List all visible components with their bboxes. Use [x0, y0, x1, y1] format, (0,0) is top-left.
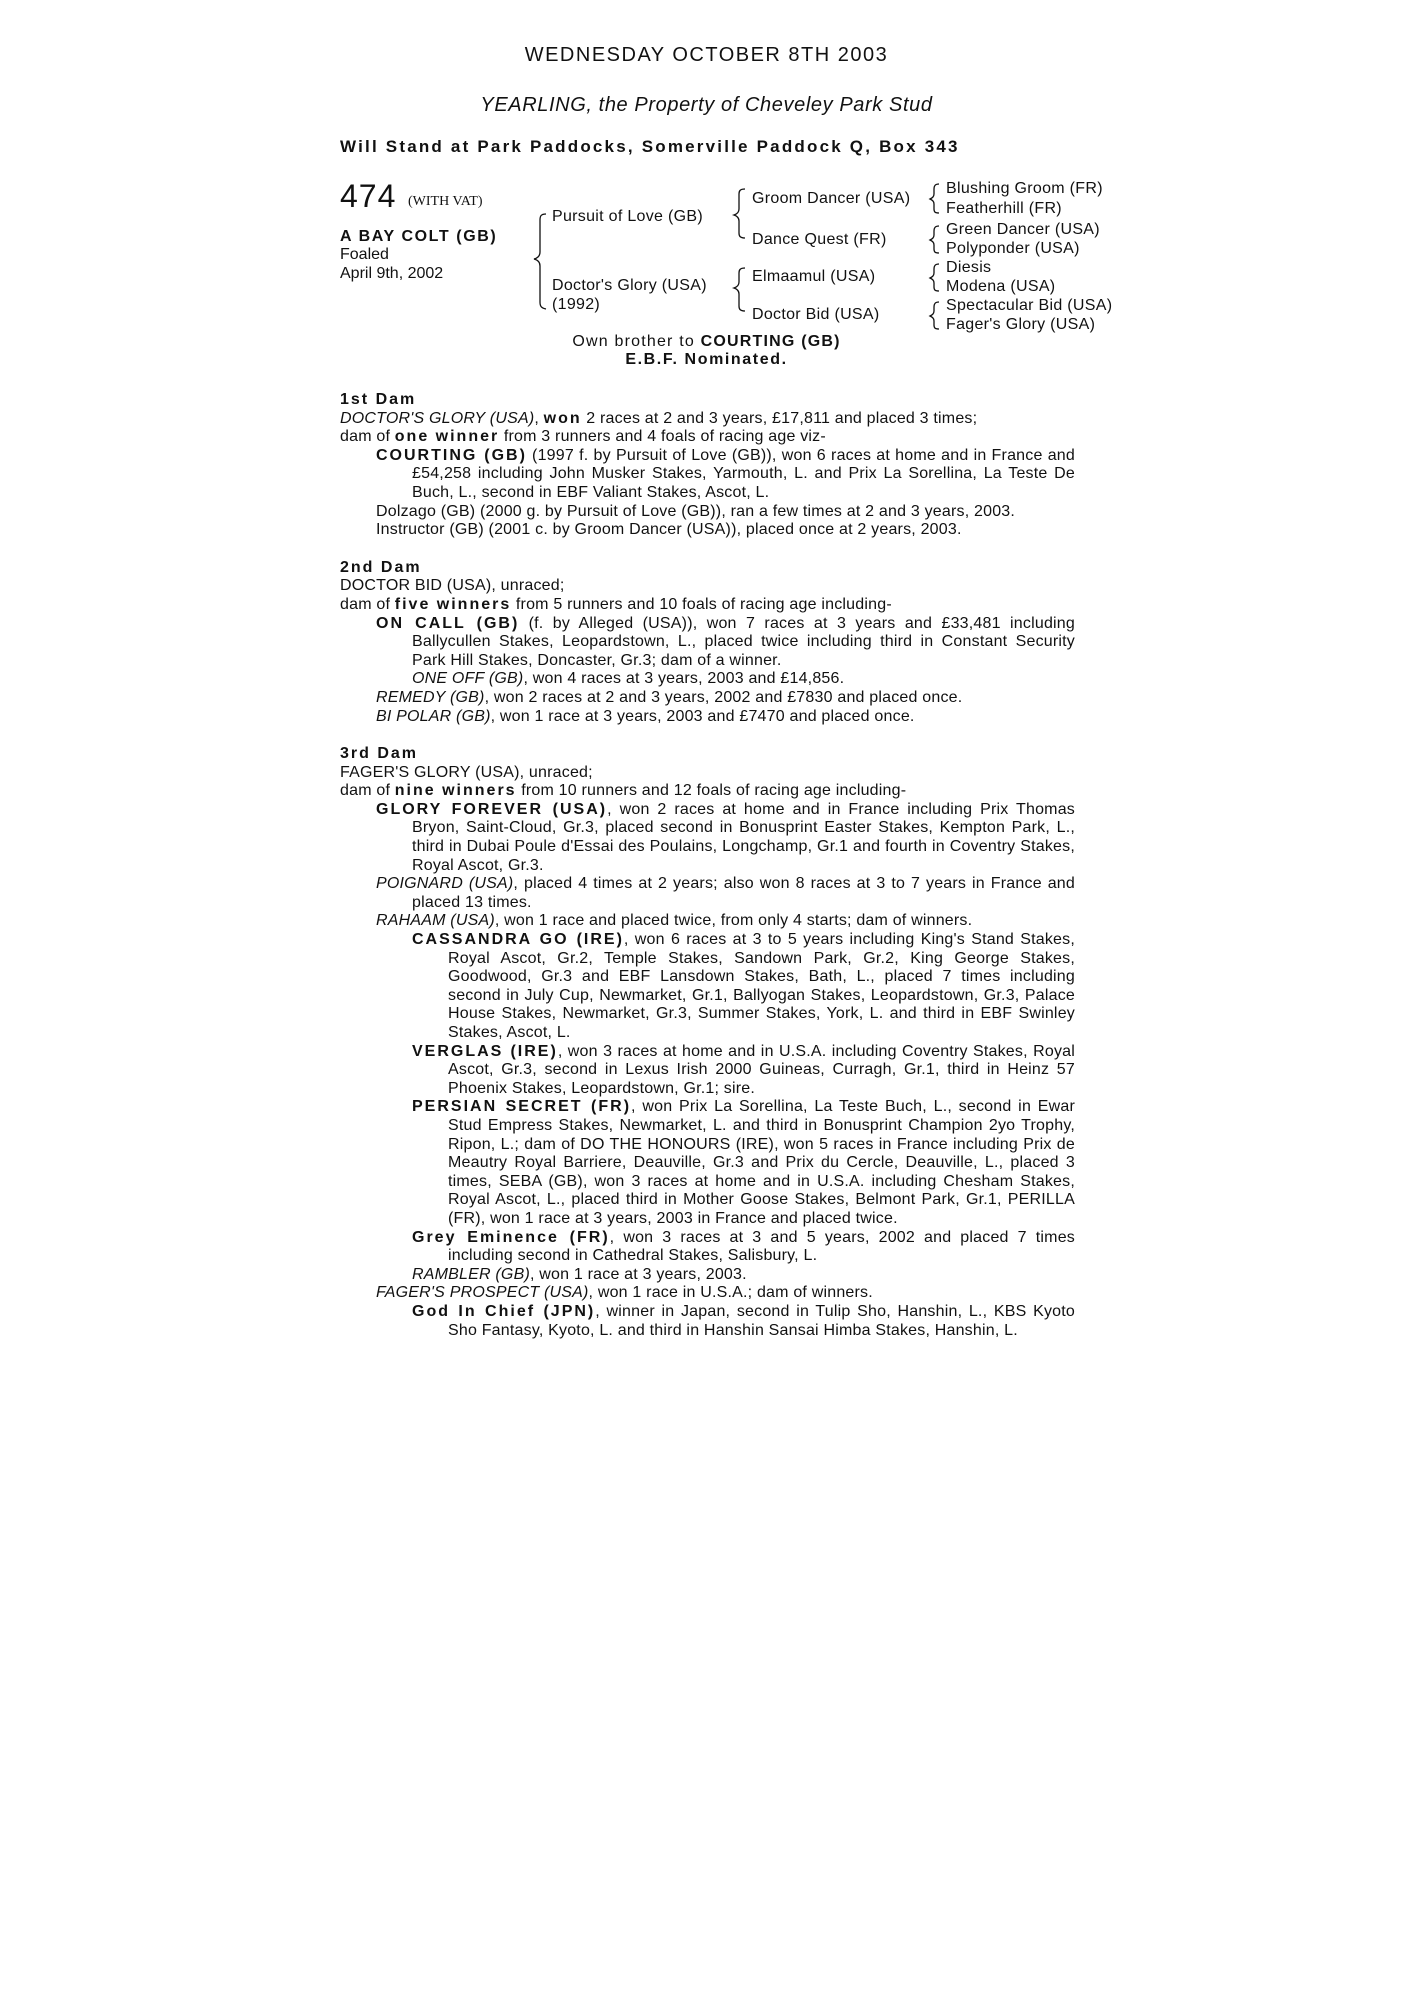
foaled-label: Foaled	[340, 246, 389, 263]
glory-forever-name: GLORY FOREVER (USA)	[376, 800, 608, 818]
cassandra-go-text: , won 6 races at 3 to 5 years including King's Stand Stakes, Royal Ascot, Gr.2, Temple Stakes, Sandown Park, Gr.2, King George Stakes, Goodwood, Gr.3 and EBF Lansdown Stakes, Bath, L., placed 7 times including second in July Cup, Newmarket, Gr.1, Ballyogan Stakes, Leopardstown, Gr.3, Palace House Stakes, Newmarket, Gr.3, Summer Stakes, York, L. and third in EBF Swinley Stakes, Ascot, L.	[448, 931, 1075, 1041]
first-dam-dam-of: dam of	[340, 428, 395, 446]
first-dam-heading: 1st Dam	[340, 391, 417, 408]
produce-rambler	[340, 1266, 1075, 1285]
produce-verglas	[340, 1043, 1075, 1099]
pedigree-sire-dam: Dance Quest (FR)	[752, 231, 887, 248]
produce-cassandra-go	[340, 931, 1075, 1043]
pedigree-dam-sire: Elmaamul (USA)	[752, 268, 876, 285]
second-dam-line-2	[340, 596, 1075, 615]
lot-description: A BAY COLT (GB)	[340, 228, 498, 245]
one-off-text: , won 4 races at 3 years, 2003 and £14,856.	[523, 670, 845, 688]
produce-dolzago: Dolzago (GB) (2000 g. by Pursuit of Love (GB)), ran a few times at 2 and 3 years, 2003.	[376, 502, 1016, 520]
produce-on-call	[340, 615, 1075, 671]
remedy-name: REMEDY (GB)	[376, 688, 485, 706]
rambler-text: , won 1 race at 3 years, 2003.	[529, 1265, 747, 1283]
location-line: Will Stand at Park Paddocks, Somerville Paddock Q, Box 343	[340, 137, 960, 156]
own-brother-note	[0, 333, 1413, 351]
bi-polar-name: BI POLAR (GB)	[376, 707, 491, 725]
pedigree-g2: Featherhill (FR)	[946, 200, 1062, 217]
pedigree-dam: Doctor's Glory (USA)	[552, 277, 707, 294]
second-dam-dam-of: dam of	[340, 595, 395, 613]
own-brother-prefix: Own brother to	[572, 333, 701, 350]
sale-date: WEDNESDAY OCTOBER 8TH 2003	[524, 44, 889, 66]
pedigree-g1: Blushing Groom (FR)	[946, 180, 1103, 197]
courting-name: COURTING (GB)	[376, 446, 527, 464]
pedigree-sire-sire: Groom Dancer (USA)	[752, 190, 911, 207]
ebf-note: E.B.F. Nominated.	[625, 351, 788, 368]
god-in-chief-text: , winner in Japan, second in Tulip Sho, Hanshin, L., KBS Kyoto Sho Fantasy, Kyoto, L. and third in Hanshin Sansai Himba Stakes, Hanshin, L.	[448, 1302, 1076, 1339]
poignard-text: , placed 4 times at 2 years; also won 8 races at 3 to 7 years in France and placed 13 times.	[412, 875, 1076, 911]
third-dam-line-1: FAGER'S GLORY (USA), unraced;	[340, 763, 593, 781]
glory-forever-text: , won 2 races at home and in France including Prix Thomas Bryon, Saint-Cloud, Gr.3, placed second in Bonusprint Easter Stakes, Kempton Park, L., third in Dubai Poule d'Essai des Poulains, Longchamp, Gr.1 and fourth in Coventry Stakes, Royal Ascot, Gr.3.	[412, 800, 1075, 874]
pedigree-sire: Pursuit of Love (GB)	[552, 208, 703, 225]
produce-god-in-chief	[340, 1303, 1075, 1340]
third-dam-dam-of: dam of	[340, 782, 395, 800]
property-line: YEARLING, the Property of Cheveley Park Stud	[480, 94, 933, 116]
own-brother-name: COURTING (GB)	[700, 333, 841, 350]
pedigree-dam-dam: Doctor Bid (USA)	[752, 306, 880, 323]
second-dam-foals: from 5 runners and 10 foals of racing age including-	[511, 595, 892, 613]
fagers-prospect-name: FAGER'S PROSPECT (USA)	[376, 1284, 589, 1302]
verglas-text: , won 3 races at home and in U.S.A. including Coventry Stakes, Royal Ascot, Gr.3, second in Lexus Irish 2000 Guineas, Curragh, Gr.1, third in Heinz 57 Phoenix Stakes, Leopardstown, Gr.1; sire.	[448, 1042, 1075, 1097]
produce-grey-eminence	[340, 1229, 1075, 1266]
pedigree-dam-year: (1992)	[552, 296, 601, 313]
grey-eminence-text: , won 3 races at 3 and 5 years, 2002 and placed 7 times including second in Cathedral Stakes, Salisbury, L.	[448, 1228, 1076, 1265]
produce-instructor: Instructor (GB) (2001 c. by Groom Dancer (USA)), placed once at 2 years, 2003.	[376, 521, 962, 539]
foaled-date: April 9th, 2002	[340, 265, 444, 282]
remedy-text: , won 2 races at 2 and 3 years, 2002 and £7830 and placed once.	[484, 688, 963, 706]
third-dam-winners: nine winners	[394, 782, 517, 800]
pedigree-g6: Modena (USA)	[946, 278, 1056, 295]
god-in-chief-name: God In Chief (JPN)	[412, 1302, 596, 1320]
persian-secret-text: , won Prix La Sorellina, La Teste Buch, L., second in Ewar Stud Empress Stakes, Newmarket, L. and third in Bonusprint Champion 2yo Trophy, Ripon, L.; dam of DO THE HONOURS (IRE), won 5 races in France including Prix de Meautry Royal Barriere, Deauville, Gr.3 and Prix du Cercle, Deauville, L., placed 3 times, SEBA (GB), won 3 races at home and in U.S.A. including Chesham Stakes, Royal Ascot, L., placed third in Mother Goose Stakes, Belmont Park, Gr.1, PERILLA (FR), won 1 race at 3 years, 2003 in France and placed twice.	[448, 1098, 1075, 1227]
fagers-prospect-text: , won 1 race in U.S.A.; dam of winners.	[588, 1284, 873, 1302]
rahaam-text: , won 1 race and placed twice, from only 4 starts; dam of winners.	[494, 912, 973, 930]
pedigree-g8: Fager's Glory (USA)	[946, 316, 1096, 333]
pedigree-g3: Green Dancer (USA)	[946, 221, 1100, 238]
third-dam-heading: 3rd Dam	[340, 745, 419, 763]
vat-note: (WITH VAT)	[408, 194, 483, 209]
pedigree-g4: Polyponder (USA)	[946, 240, 1080, 257]
first-dam-record: 2 races at 2 and 3 years, £17,811 and placed 3 times;	[581, 409, 978, 427]
produce-glory-forever	[340, 801, 1075, 875]
first-dam-foals: from 3 runners and 4 foals of racing age viz-	[499, 428, 826, 446]
first-dam-winners: one winner	[394, 428, 500, 446]
third-dam-line-2	[340, 782, 1075, 801]
bi-polar-text: , won 1 race at 3 years, 2003 and £7470 and placed once.	[490, 707, 915, 725]
first-dam-name: DOCTOR'S GLORY (USA)	[340, 409, 535, 427]
cassandra-go-name: CASSANDRA GO (IRE)	[412, 931, 624, 949]
second-dam-winners: five winners	[394, 595, 512, 613]
produce-courting	[340, 447, 1075, 503]
produce-one-off	[340, 670, 1075, 689]
first-dam-won: won	[543, 409, 582, 427]
persian-secret-name: PERSIAN SECRET (FR)	[412, 1098, 632, 1116]
lot-number: 474	[340, 178, 397, 214]
on-call-name: ON CALL (GB)	[376, 614, 520, 632]
courting-text: (1997 f. by Pursuit of Love (GB)), won 6 races at home and in France and £54,258 including John Musker Stakes, Yarmouth, L. and Prix La Sorellina, La Teste De Buch, L., second in EBF Valiant Stakes, Ascot, L.	[412, 446, 1075, 501]
first-dam-line-2	[340, 428, 1075, 447]
catalogue-body	[340, 391, 1075, 1340]
third-dam-foals: from 10 runners and 12 foals of racing age including-	[516, 782, 907, 800]
on-call-text: (f. by Alleged (USA)), won 7 races at 3 years and £33,481 including Ballycullen Stakes, Leopardstown, L., placed twice including third in Constant Security Park Hill Stakes, Doncaster, Gr.3; dam of a winner.	[412, 614, 1075, 669]
rambler-name: RAMBLER (GB)	[412, 1265, 530, 1283]
produce-remedy	[340, 689, 1075, 708]
first-dam-line-1: DOCTOR'S GLORY (USA), won 2 races at 2 and 3 years, £17,811 and placed 3 times;	[340, 409, 978, 427]
produce-fagers-prospect	[340, 1284, 1075, 1303]
verglas-name: VERGLAS (IRE)	[412, 1042, 558, 1060]
produce-bi-polar	[340, 708, 1075, 727]
second-dam-line-1: DOCTOR BID (USA), unraced;	[340, 577, 565, 595]
pedigree-g5: Diesis	[946, 259, 992, 276]
produce-poignard	[340, 875, 1075, 912]
one-off-name: ONE OFF (GB)	[412, 670, 524, 688]
poignard-name: POIGNARD (USA)	[376, 875, 514, 893]
produce-rahaam	[340, 912, 1075, 931]
produce-persian-secret	[340, 1098, 1075, 1228]
pedigree-g7: Spectacular Bid (USA)	[946, 297, 1113, 314]
rahaam-name: RAHAAM (USA)	[376, 912, 495, 930]
second-dam-heading: 2nd Dam	[340, 558, 422, 576]
grey-eminence-name: Grey Eminence (FR)	[412, 1228, 610, 1246]
